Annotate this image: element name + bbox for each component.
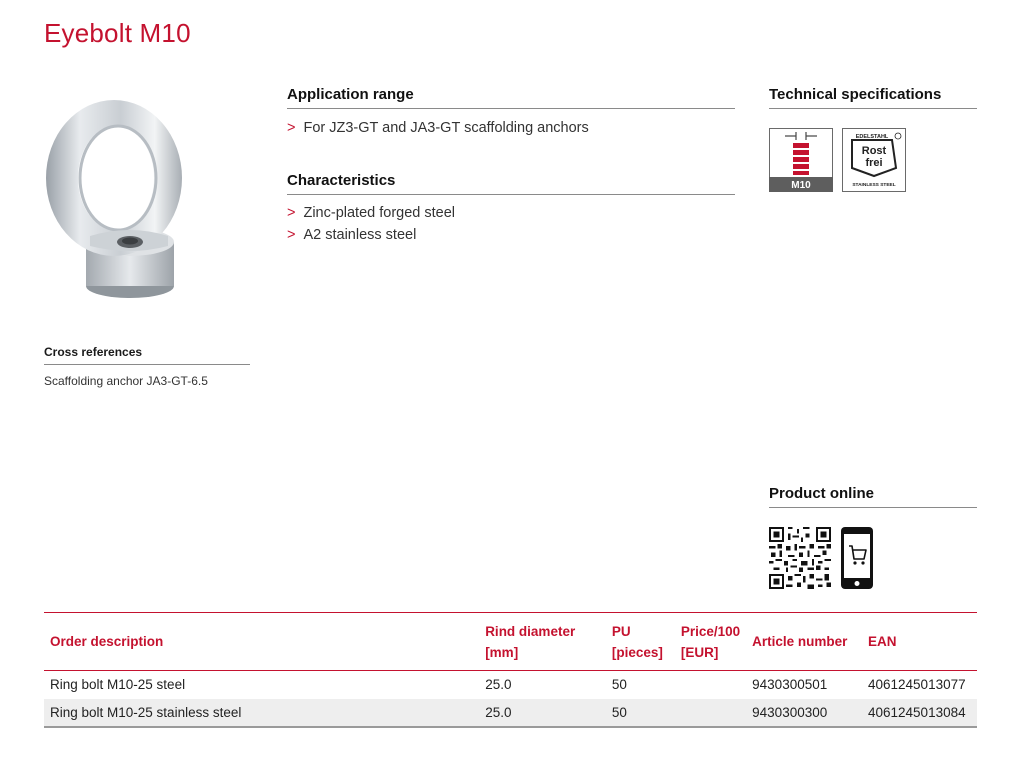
- list-item: [287, 202, 455, 224]
- cell-pu: 50: [611, 677, 627, 693]
- product-online-heading: Product online: [769, 485, 977, 508]
- order-table: [44, 612, 977, 728]
- column-header-diameter: Rind diameter [mm]: [479, 613, 606, 671]
- cell-pu: 50: [606, 699, 675, 727]
- qr-code-icon[interactable]: [769, 527, 831, 589]
- list-item-label: Zinc-plated forged steel: [303, 205, 455, 221]
- characteristics-list: [287, 202, 455, 246]
- application-range-heading: Application range: [287, 86, 735, 109]
- eyebolt-product-image: [42, 96, 192, 302]
- technical-specifications-heading: Technical specifications: [769, 86, 977, 109]
- smartphone-cart-icon[interactable]: [840, 526, 874, 590]
- cell-order-description: Ring bolt M10-25 steel: [50, 677, 186, 693]
- stainless-steel-icon: [842, 128, 906, 192]
- cell-price: [675, 699, 746, 727]
- column-header-ean: EAN: [862, 613, 977, 671]
- chevron-right-icon: >: [287, 227, 296, 243]
- cell-diameter: 25.0: [485, 677, 512, 693]
- application-range-list: [287, 117, 589, 139]
- list-item: [287, 117, 589, 139]
- table-row[interactable]: [44, 671, 977, 699]
- table-header-row: [44, 613, 977, 671]
- thread-size-label: M10: [791, 180, 811, 191]
- stainless-bottom-text: STAINLESS STEEL: [852, 183, 896, 188]
- table-row[interactable]: [44, 699, 977, 727]
- column-header-pu: PU [pieces]: [606, 613, 675, 671]
- chevron-right-icon: >: [287, 205, 296, 221]
- list-item-label: A2 stainless steel: [303, 227, 417, 243]
- cell-article-number: 9430300300: [746, 699, 862, 727]
- cell-order-description: Ring bolt M10-25 stainless steel: [44, 699, 479, 727]
- cell-ean: 4061245013077: [868, 677, 966, 693]
- cell-ean: 4061245013084: [862, 699, 977, 727]
- stainless-line2: frei: [865, 157, 883, 169]
- column-header-article-number: Article number: [746, 613, 862, 671]
- list-item: [287, 224, 455, 246]
- thread-size-icon: [769, 128, 833, 192]
- column-header-order-description: Order description: [44, 613, 479, 671]
- cell-article-number: 9430300501: [752, 677, 828, 693]
- cross-references-heading: Cross references: [44, 345, 250, 365]
- cell-price: [675, 671, 746, 699]
- stainless-line1: Rost: [861, 145, 887, 157]
- page-title: Eyebolt M10: [44, 18, 191, 48]
- characteristics-heading: Characteristics: [287, 172, 735, 195]
- cross-reference-text: Scaffolding anchor JA3-GT-6.5: [44, 374, 208, 388]
- stainless-top-text: EDELSTAHL: [855, 134, 889, 140]
- column-header-price: Price/100 [EUR]: [675, 613, 746, 671]
- chevron-right-icon: >: [287, 120, 296, 136]
- list-item-label: For JZ3-GT and JA3-GT scaffolding anchors: [303, 120, 589, 136]
- cell-diameter: 25.0: [479, 699, 606, 727]
